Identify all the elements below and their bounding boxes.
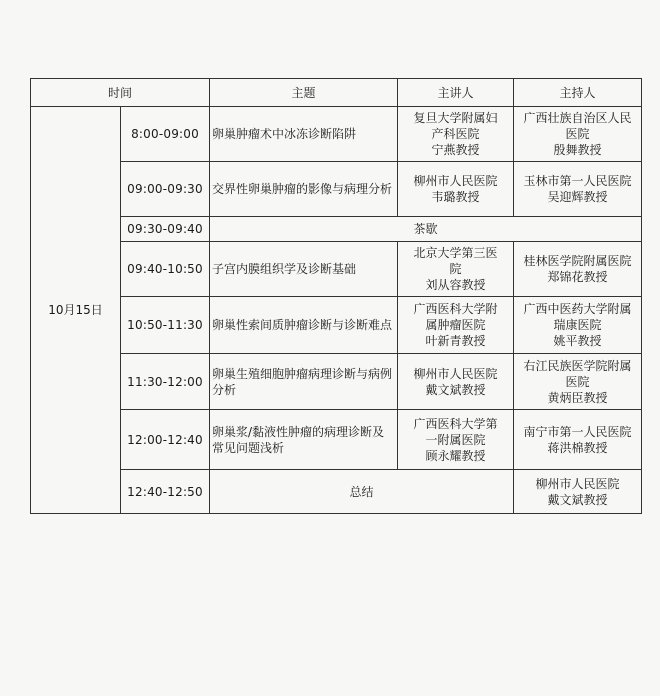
speaker-line: 顾永耀教授 <box>425 448 486 463</box>
host-line: 南宁市第一人民医院 <box>523 424 632 439</box>
host-line: 郑锦花教授 <box>547 270 608 284</box>
speaker-cell <box>398 410 514 470</box>
time-cell: 09:40-10:50 <box>121 242 210 297</box>
speaker-line: 产科医院 <box>431 127 480 141</box>
topic-cell: 子宫内膜组织学及诊断基础 <box>210 242 398 297</box>
speaker-line: 一附属医院 <box>425 432 486 447</box>
host-line: 桂林医学院附属医院 <box>523 254 632 268</box>
topic-cell: 卵巢浆/黏液性肿瘤的病理诊断及常见问题浅析 <box>210 410 398 470</box>
speaker-line: 刘从容教授 <box>425 278 486 292</box>
speaker-line: 北京大学第三医 <box>413 246 498 260</box>
time-cell: 09:30-09:40 <box>121 217 210 242</box>
host-cell <box>514 470 642 514</box>
host-line: 吴迎辉教授 <box>547 190 608 204</box>
speaker-line: 韦璐教授 <box>431 190 480 204</box>
table-header-row <box>31 79 642 107</box>
speaker-cell <box>398 242 514 297</box>
host-line: 医院 <box>565 374 590 389</box>
host-line: 戴文斌教授 <box>547 492 608 507</box>
break-cell: 茶歇 <box>210 217 642 242</box>
host-line: 姚平教授 <box>553 334 602 348</box>
time-cell: 09:00-09:30 <box>121 162 210 217</box>
topic-cell: 交界性卵巢肿瘤的影像与病理分析 <box>210 162 398 217</box>
host-line: 广西中医药大学附属 <box>523 302 632 316</box>
host-line: 蒋洪棉教授 <box>547 440 608 455</box>
host-cell <box>514 162 642 217</box>
host-line: 医院 <box>565 127 590 141</box>
speaker-line: 属肿瘤医院 <box>425 318 486 332</box>
topic-cell: 卵巢性索间质肿瘤诊断与诊断难点 <box>210 297 398 354</box>
host-line: 殷舞教授 <box>553 143 602 157</box>
host-line: 广西壮族自治区人民 <box>523 111 632 125</box>
speaker-line: 院 <box>449 262 462 276</box>
time-cell: 11:30-12:00 <box>121 354 210 410</box>
table-row <box>31 470 642 514</box>
host-line: 右江民族医学院附属 <box>523 358 632 373</box>
time-cell: 12:00-12:40 <box>121 410 210 470</box>
time-cell: 12:40-12:50 <box>121 470 210 514</box>
table-row <box>31 242 642 297</box>
header-time: 时间 <box>31 79 210 107</box>
topic-cell: 卵巢生殖细胞肿瘤病理诊断与病例分析 <box>210 354 398 410</box>
host-cell <box>514 242 642 297</box>
table-row <box>31 410 642 470</box>
speaker-line: 戴文斌教授 <box>425 382 486 397</box>
topic-cell: 卵巢肿瘤术中冰冻诊断陷阱 <box>210 107 398 162</box>
speaker-line: 广西医科大学附 <box>413 302 498 316</box>
table-row <box>31 217 642 242</box>
speaker-cell <box>398 162 514 217</box>
host-cell <box>514 107 642 162</box>
host-line: 玉林市第一人民医院 <box>523 174 632 188</box>
host-line: 柳州市人民医院 <box>535 476 620 491</box>
host-line: 黄炳臣教授 <box>547 390 608 405</box>
date-cell: 10月15日 <box>31 107 121 514</box>
host-cell <box>514 410 642 470</box>
header-speaker: 主讲人 <box>398 79 514 107</box>
speaker-cell <box>398 354 514 410</box>
speaker-line: 柳州市人民医院 <box>413 174 498 188</box>
speaker-line: 叶新青教授 <box>425 334 486 348</box>
host-line: 瑞康医院 <box>553 318 602 332</box>
table-row <box>31 354 642 410</box>
header-topic: 主题 <box>210 79 398 107</box>
header-host: 主持人 <box>514 79 642 107</box>
speaker-line: 宁燕教授 <box>431 143 480 157</box>
speaker-cell <box>398 107 514 162</box>
speaker-cell <box>398 297 514 354</box>
time-cell: 8:00-09:00 <box>121 107 210 162</box>
host-cell <box>514 297 642 354</box>
time-cell: 10:50-11:30 <box>121 297 210 354</box>
table-row <box>31 107 642 162</box>
host-cell <box>514 354 642 410</box>
table-row <box>31 162 642 217</box>
summary-cell: 总结 <box>210 470 514 514</box>
table-row <box>31 297 642 354</box>
speaker-line: 复旦大学附属妇 <box>413 111 498 125</box>
schedule-table <box>30 78 642 514</box>
speaker-line: 柳州市人民医院 <box>413 366 498 381</box>
speaker-line: 广西医科大学第 <box>413 416 498 431</box>
